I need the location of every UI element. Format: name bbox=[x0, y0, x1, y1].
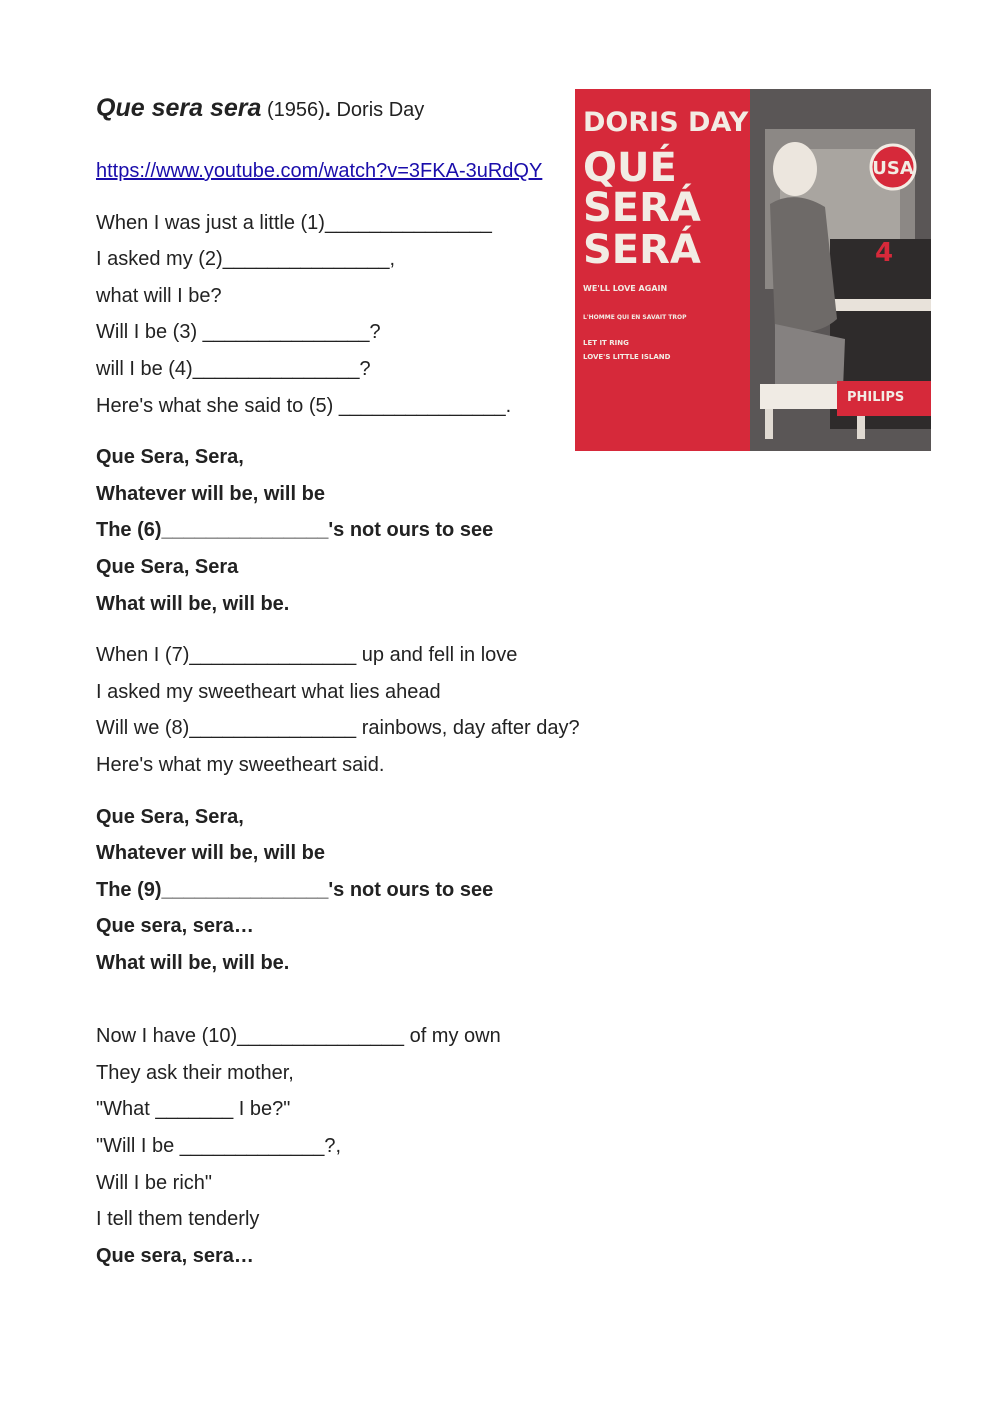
verse3-line-5: Will I be rich" bbox=[96, 1172, 213, 1194]
song-title: Que sera sera bbox=[96, 94, 262, 122]
youtube-link[interactable]: https://www.youtube.com/watch?v=3FKA-3uRdQY bbox=[96, 160, 543, 182]
verse3-line-2: They ask their mother, bbox=[96, 1062, 294, 1084]
verse2-line-1: When I (7)_______________ up and fell in love bbox=[96, 644, 518, 666]
ending-line: Que sera, sera… bbox=[96, 1245, 254, 1267]
artist-name: Doris Day bbox=[336, 99, 425, 121]
verse1-line-1: When I was just a little (1)_______________ bbox=[96, 212, 492, 234]
cover-title-line-1: QUÉ bbox=[583, 145, 677, 191]
cover-usa-text: USA bbox=[872, 158, 914, 179]
verse3-line-1: Now I have (10)_______________ of my own bbox=[96, 1025, 501, 1047]
cover-piano-keys bbox=[830, 299, 931, 311]
cover-label-text: PHILIPS bbox=[847, 390, 905, 405]
verse2-line-4: Here's what my sweetheart said. bbox=[96, 754, 385, 776]
verse2-line-3: Will we (8)_______________ rainbows, day after day? bbox=[96, 717, 580, 739]
title-dot: . bbox=[324, 96, 331, 121]
chorus1-line-1: Que Sera, Sera, bbox=[96, 446, 244, 468]
cover-track-2: L'HOMME QUI EN SAVAIT TROP bbox=[583, 314, 687, 321]
verse1-line-2: I asked my (2)_______________, bbox=[96, 248, 396, 270]
cover-track-4: LOVE'S LITTLE ISLAND bbox=[583, 353, 671, 361]
chorus2-line-4: Que sera, sera… bbox=[96, 915, 254, 937]
chorus2-line-3: The (9)_______________'s not ours to see bbox=[96, 879, 494, 901]
chorus1-line-2: Whatever will be, will be bbox=[96, 483, 325, 505]
worksheet-title bbox=[96, 94, 424, 123]
cover-title-line-3: SERÁ bbox=[583, 227, 701, 273]
cover-title-line-2: SERÁ bbox=[583, 185, 701, 231]
cover-track-3: LET IT RING bbox=[583, 339, 629, 347]
verse3-line-4: "Will I be _____________?, bbox=[96, 1135, 342, 1157]
verse1-line-6: Here's what she said to (5) _______________. bbox=[96, 395, 512, 417]
verse3-line-6: I tell them tenderly bbox=[96, 1208, 260, 1230]
cover-artist-text: DORIS DAY bbox=[583, 107, 749, 138]
verse2-line-2: I asked my sweetheart what lies ahead bbox=[96, 681, 441, 703]
chorus2-line-1: Que Sera, Sera, bbox=[96, 806, 244, 828]
verse1-line-5: will I be (4)_______________? bbox=[96, 358, 371, 380]
cover-singer-head bbox=[773, 142, 817, 196]
cover-bench-leg bbox=[765, 409, 773, 439]
album-cover bbox=[575, 89, 931, 451]
song-year: (1956) bbox=[266, 99, 325, 121]
chorus1-line-3: The (6)_______________'s not ours to see bbox=[96, 519, 494, 541]
verse1-line-3: what will I be? bbox=[96, 285, 222, 307]
chorus1-line-4: Que Sera, Sera bbox=[96, 556, 239, 578]
chorus2-line-2: Whatever will be, will be bbox=[96, 842, 325, 864]
chorus2-line-5: What will be, will be. bbox=[96, 952, 290, 974]
chorus1-line-5: What will be, will be. bbox=[96, 593, 290, 615]
verse3-line-3: "What _______ I be?" bbox=[96, 1098, 291, 1120]
cover-track-1: WE'LL LOVE AGAIN bbox=[583, 284, 668, 293]
cover-number-text: 4 bbox=[875, 238, 894, 268]
verse1-line-4: Will I be (3) _______________? bbox=[96, 321, 381, 343]
